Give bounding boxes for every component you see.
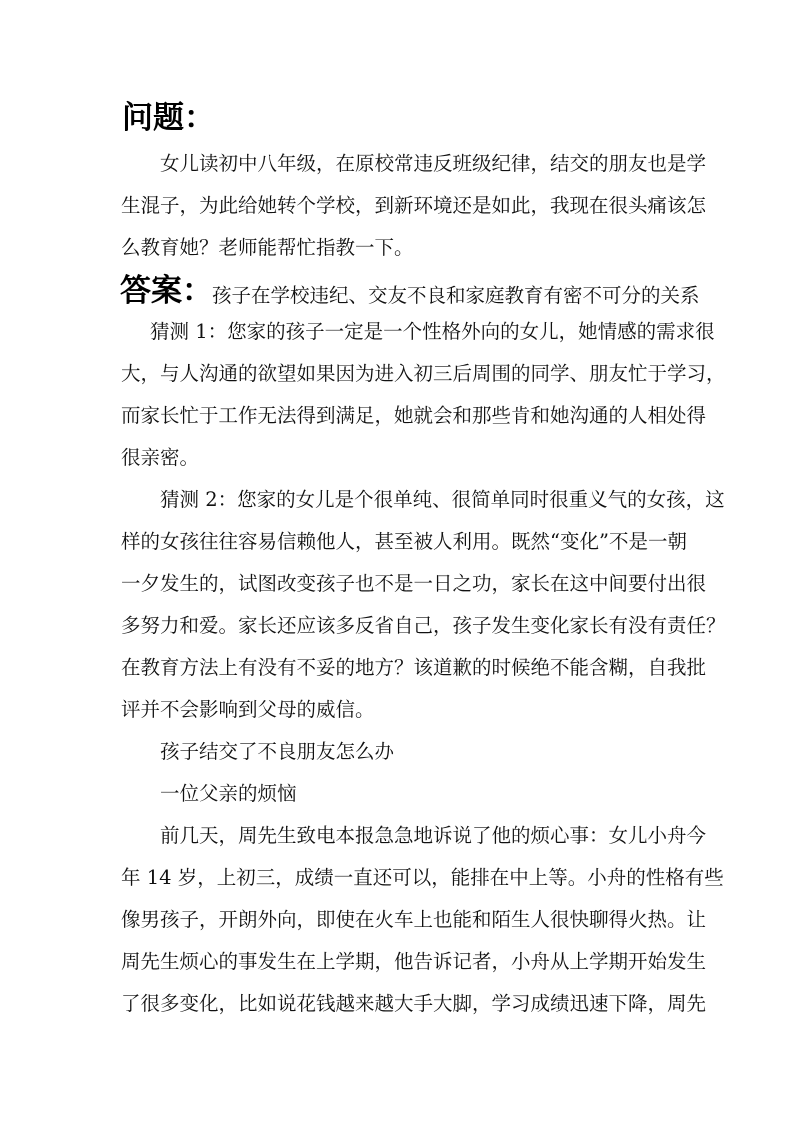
story-line-text: 了很多变化，比如说花钱越来越大手大脚，学习成绩迅速下降，周先 [121, 992, 707, 1015]
story-line-text: 前几天，周先生致电本报急急地诉说了他的烦心事：女儿小舟今 [160, 824, 707, 847]
guess1-line-text: 而家长忙于工作无法得到满足，她就会和那些肯和她沟通的人相处得 [121, 404, 707, 427]
guess2-line-text: 一夕发生的，试图改变孩子也不是一日之功，家长在这中间要付出很 [121, 572, 707, 595]
guess2-line-text: 猜测 2：您家的女儿是个很单纯、很简单同时很重义气的女孩，这 [160, 488, 725, 511]
guess1-line-text: 猜测 1：您家的孩子一定是一个性格外向的女儿，她情感的需求很 [150, 320, 715, 343]
guess1-line-text: 大，与人沟通的欲望如果因为进入初三后周围的同学、朋友忙于学习， [121, 362, 726, 385]
story-line-text: 周先生烦心的事发生在上学期，他告诉记者，小舟从上学期开始发生 [121, 950, 707, 973]
guess2-line-text: 在教育方法上有没有不妥的地方？该道歉的时候绝不能含糊，自我批 [121, 656, 707, 679]
guess2-line-text: 评并不会影响到父母的威信。 [121, 698, 375, 721]
question-heading: 问题： [122, 100, 215, 136]
story-line-text: 像男孩子，开朗外向，即使在火车上也能和陌生人很快聊得火热。让 [121, 908, 707, 931]
guess2-line-text: 样的女孩往往容易信赖他人，甚至被人利用。既然“变化”不是一朝 [121, 530, 687, 553]
answer-heading: 答案： [120, 273, 213, 309]
guess1-line-text: 很亲密。 [121, 446, 200, 469]
subsection-title-text: 一位父亲的烦恼 [160, 782, 297, 805]
question-line-text: 么教育她？老师能帮忙指教一下。 [121, 236, 414, 259]
answer-intro-text: 孩子在学校违纪、交友不良和家庭教育有密不可分的关系 [212, 284, 700, 307]
section-title-text: 孩子结交了不良朋友怎么办 [160, 740, 395, 763]
question-line-text: 女儿读初中八年级，在原校常违反班级纪律，结交的朋友也是学 [160, 152, 707, 175]
question-line-text: 生混子，为此给她转个学校，到新环境还是如此，我现在很头痛该怎 [121, 194, 707, 217]
story-line-text: 年 14 岁，上初三，成绩一直还可以，能排在中上等。小舟的性格有些 [121, 866, 724, 889]
guess2-line-text: 多努力和爱。家长还应该多反省自己，孩子发生变化家长有没有责任？ [121, 614, 726, 637]
